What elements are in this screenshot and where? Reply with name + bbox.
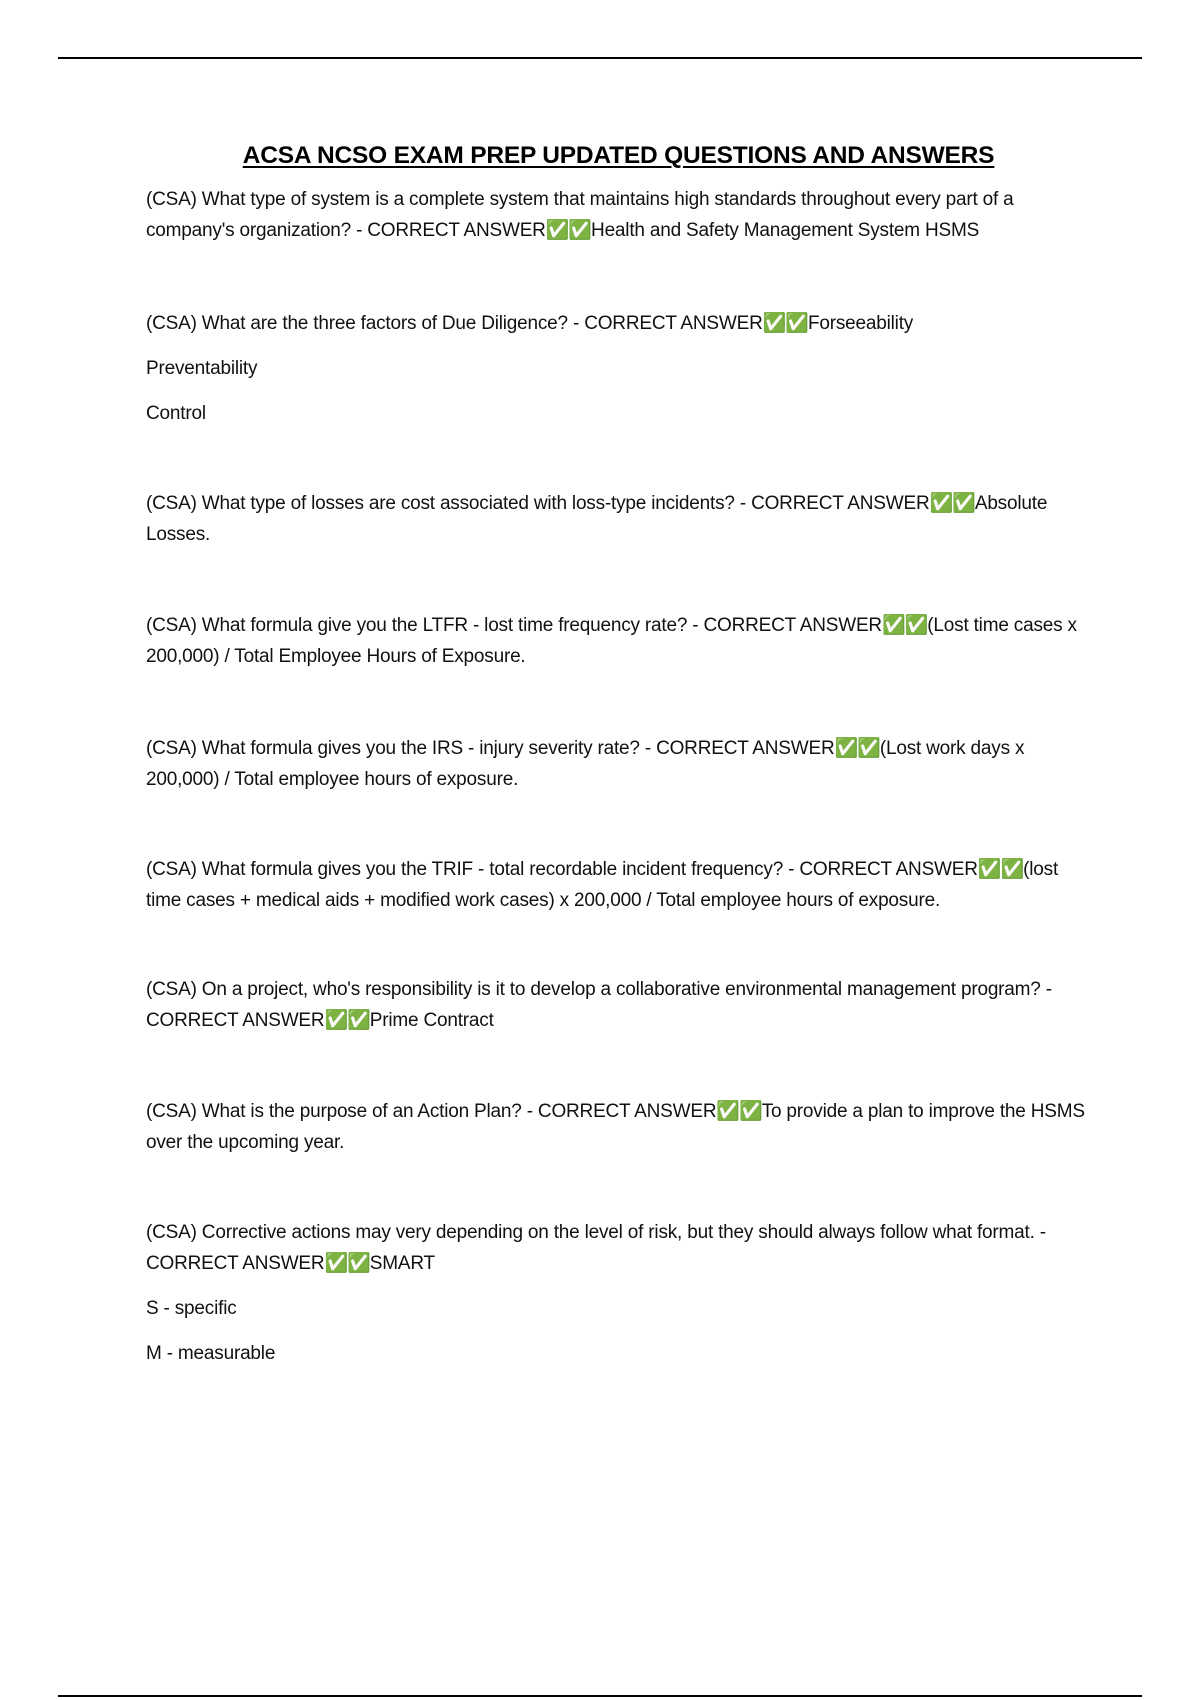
- qa-text: [146, 488, 1091, 550]
- check-marks-icon: ✅✅: [834, 738, 880, 759]
- qa-item: [146, 308, 1091, 429]
- answer-text: (lost time cases + medical aids + modified work cases) x 200,000 / Total employee hours of exposure.: [146, 859, 1059, 911]
- answer-marker: CORRECT ANSWER: [751, 493, 930, 514]
- qa-text: [146, 974, 1091, 1036]
- question-text: (CSA) What formula give you the LTFR - lost time frequency rate? -: [146, 615, 704, 636]
- qa-item: [146, 1096, 1091, 1158]
- check-marks-icon: ✅✅: [977, 859, 1024, 880]
- answer-marker: CORRECT ANSWER: [146, 1253, 325, 1274]
- answer-text: Health and Safety Management System HSMS: [591, 220, 980, 241]
- qa-text: [146, 610, 1091, 672]
- question-text: (CSA) What type of system is a complete system that maintains high standards throughout every part of a company's organization? -: [146, 189, 1014, 241]
- qa-text: [146, 1096, 1091, 1158]
- footer-rule: [58, 1695, 1142, 1697]
- qa-item: [146, 184, 1091, 246]
- question-text: (CSA) What is the purpose of an Action Plan? -: [146, 1101, 538, 1122]
- question-text: (CSA) Corrective actions may very depending on the level of risk, but they should always follow what format. -: [146, 1222, 1046, 1243]
- answer-text: Forseeability: [807, 313, 914, 334]
- document-title: ACSA NCSO EXAM PREP UPDATED QUESTIONS AND ANSWERS: [242, 142, 995, 169]
- answer-continuation: Control: [146, 403, 206, 424]
- check-marks-icon: ✅✅: [324, 1010, 370, 1031]
- qa-item: [146, 488, 1091, 550]
- answer-text: Absolute Losses.: [146, 493, 1048, 545]
- answer-continuation: S - specific: [146, 1298, 237, 1319]
- document-page: [146, 142, 1091, 1369]
- qa-text: [146, 854, 1091, 916]
- qa-item: [146, 854, 1091, 916]
- answer-text: (Lost time cases x 200,000) / Total Employee Hours of Exposure.: [146, 615, 1077, 667]
- qa-text: [146, 184, 1091, 246]
- qa-text: [146, 1217, 1091, 1279]
- qa-item: [146, 610, 1091, 672]
- check-marks-icon: ✅✅: [762, 313, 808, 334]
- qa-item: [146, 733, 1091, 795]
- answer-marker: CORRECT ANSWER: [537, 1101, 717, 1122]
- answer-marker: CORRECT ANSWER: [584, 313, 763, 334]
- qa-text: [146, 308, 1091, 339]
- check-marks-icon: ✅✅: [881, 615, 928, 636]
- qa-text: [146, 733, 1091, 795]
- question-text: (CSA) What formula gives you the IRS - injury severity rate? -: [146, 738, 657, 759]
- qa-item: [146, 974, 1091, 1036]
- check-marks-icon: ✅✅: [545, 220, 592, 241]
- check-marks-icon: ✅✅: [929, 493, 975, 514]
- answer-continuation: Preventability: [146, 358, 258, 379]
- question-text: (CSA) What formula gives you the TRIF - total recordable incident frequency? -: [146, 859, 800, 880]
- answer-text: SMART: [369, 1253, 435, 1274]
- answer-text: (Lost work days x 200,000) / Total employee hours of exposure.: [146, 738, 1025, 790]
- check-marks-icon: ✅✅: [324, 1253, 370, 1274]
- answer-marker: CORRECT ANSWER: [146, 1010, 325, 1031]
- answer-marker: CORRECT ANSWER: [799, 859, 978, 880]
- answer-text: Prime Contract: [369, 1010, 494, 1031]
- question-text: (CSA) What are the three factors of Due Diligence? -: [146, 313, 585, 334]
- answer-text: To provide a plan to improve the HSMS over the upcoming year.: [146, 1101, 1085, 1153]
- check-marks-icon: ✅✅: [716, 1101, 762, 1122]
- question-text: (CSA) What type of losses are cost associated with loss-type incidents? -: [146, 493, 752, 514]
- header-rule: [58, 57, 1142, 59]
- qa-item: [146, 1217, 1091, 1369]
- answer-continuation: M - measurable: [146, 1343, 276, 1364]
- answer-marker: CORRECT ANSWER: [703, 615, 882, 636]
- answer-marker: CORRECT ANSWER: [367, 220, 546, 241]
- answer-marker: CORRECT ANSWER: [656, 738, 835, 759]
- question-text: (CSA) On a project, who's responsibility is it to develop a collaborative environmental management program? -: [146, 979, 1052, 1000]
